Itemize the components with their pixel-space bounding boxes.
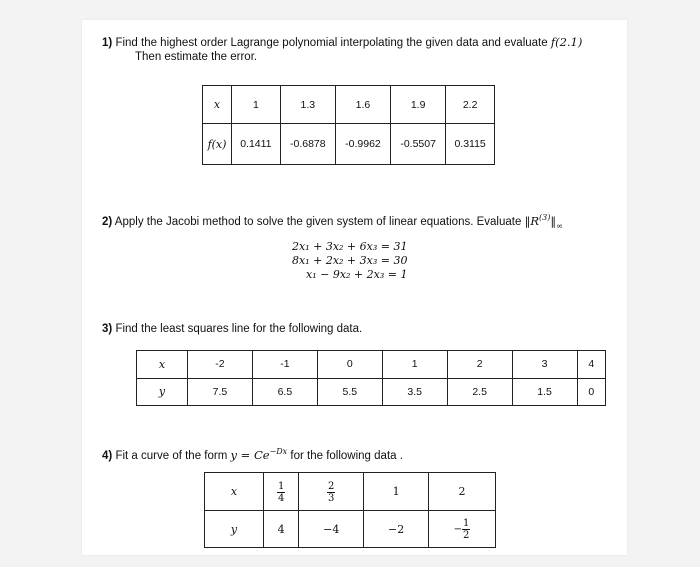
- fraction-sign: −: [453, 523, 463, 535]
- table-cell: 0: [577, 378, 605, 406]
- question-4-text: Fit a curve of the form: [115, 449, 228, 462]
- question-1-number: 1): [102, 37, 113, 49]
- table-cell: -0.9962: [335, 124, 390, 165]
- table-cell: -0.5507: [391, 124, 446, 165]
- table-cell: 2: [429, 473, 496, 511]
- fraction: [327, 481, 335, 504]
- fraction-numerator: 1: [277, 480, 285, 492]
- table-row-label: y: [205, 511, 264, 548]
- fraction: [277, 481, 285, 504]
- equation-3: x₁ − 9x₂ + 2x₃ = 1: [306, 268, 408, 281]
- fraction-numerator: 1: [463, 517, 470, 529]
- table-cell: 1.5: [512, 378, 577, 406]
- question-2-number: 2): [102, 215, 113, 228]
- table-cell: [429, 511, 496, 548]
- table-cell: 5.5: [317, 378, 382, 406]
- question-3-number: 3): [102, 323, 113, 335]
- table-cell: −4: [299, 511, 364, 548]
- lagrange-table: [202, 85, 495, 165]
- question-1-eval: f(2.1): [550, 35, 583, 49]
- table-row: [205, 473, 496, 511]
- curve-fit-table: [204, 472, 496, 548]
- formula-exponent: −Dx: [269, 447, 288, 456]
- table-cell: 4: [264, 511, 299, 548]
- question-1: [102, 35, 582, 51]
- table-cell: 1.6: [335, 86, 390, 124]
- question-1-line2: Then estimate the error.: [135, 51, 258, 63]
- question-4-number: 4): [102, 449, 113, 462]
- least-squares-table: [136, 350, 606, 406]
- table-cell: 0.1411: [232, 124, 281, 165]
- table-cell: 2.2: [446, 86, 495, 124]
- question-4-text-after: for the following data .: [290, 449, 403, 462]
- equation-1: 2x₁ + 3x₂ + 6x₃ = 31: [292, 240, 408, 253]
- table-cell: 1.3: [280, 86, 335, 124]
- fraction-denominator: 4: [277, 492, 285, 504]
- table-cell: 1: [364, 473, 429, 511]
- question-3-text: Find the least squares line for the following data.: [115, 323, 363, 335]
- table-row-label: x: [137, 351, 188, 379]
- table-cell: -2: [188, 351, 253, 379]
- table-row-label: f(x): [203, 124, 232, 165]
- table-row-label: x: [205, 473, 264, 511]
- table-cell: 1: [382, 351, 447, 379]
- table-row: [137, 378, 606, 406]
- table-cell: -0.6878: [280, 124, 335, 165]
- table-cell: 2: [447, 351, 512, 379]
- norm-sub: ∞: [556, 221, 563, 231]
- question-1-text: Find the highest order Lagrange polynomial interpolating the given data and evaluate: [115, 37, 548, 49]
- table-row: [205, 511, 496, 548]
- table-cell: [264, 473, 299, 511]
- table-cell: 0: [317, 351, 382, 379]
- question-4: [102, 444, 403, 464]
- table-cell: 2.5: [447, 378, 512, 406]
- question-2-text: Apply the Jacobi method to solve the given system of linear equations. Evaluate: [114, 215, 522, 228]
- fraction-numerator: 2: [328, 480, 335, 492]
- formula-base: y = Ce: [230, 447, 270, 462]
- table-cell: -1: [252, 351, 317, 379]
- table-cell: −2: [364, 511, 429, 548]
- fraction: [462, 518, 470, 541]
- table-cell: 3.5: [382, 378, 447, 406]
- table-cell: 0.3115: [446, 124, 495, 165]
- table-cell: [299, 473, 364, 511]
- fraction-denominator: 3: [328, 492, 335, 504]
- question-2: [102, 210, 563, 233]
- table-cell: 7.5: [188, 378, 253, 406]
- table-row: [137, 351, 606, 379]
- table-row-label: x: [203, 86, 232, 124]
- table-cell: 4: [577, 351, 605, 379]
- curve-formula: [231, 448, 288, 462]
- table-row: [203, 124, 495, 165]
- norm-sup: (3): [539, 213, 551, 222]
- table-row: [203, 86, 495, 124]
- table-row-label: y: [137, 378, 188, 406]
- equation-2: 8x₁ + 2x₂ + 3x₃ = 30: [292, 254, 408, 267]
- table-cell: 3: [512, 351, 577, 379]
- question-3: [102, 322, 362, 337]
- table-cell: 6.5: [252, 378, 317, 406]
- residual-norm: [524, 213, 563, 231]
- fraction-denominator: 2: [463, 529, 470, 541]
- norm-open: ‖R: [524, 213, 539, 228]
- equation-system: [292, 240, 407, 282]
- document-page: [82, 20, 627, 555]
- table-cell: 1.9: [391, 86, 446, 124]
- norm-close: ‖: [550, 213, 557, 228]
- table-cell: 1: [232, 86, 281, 124]
